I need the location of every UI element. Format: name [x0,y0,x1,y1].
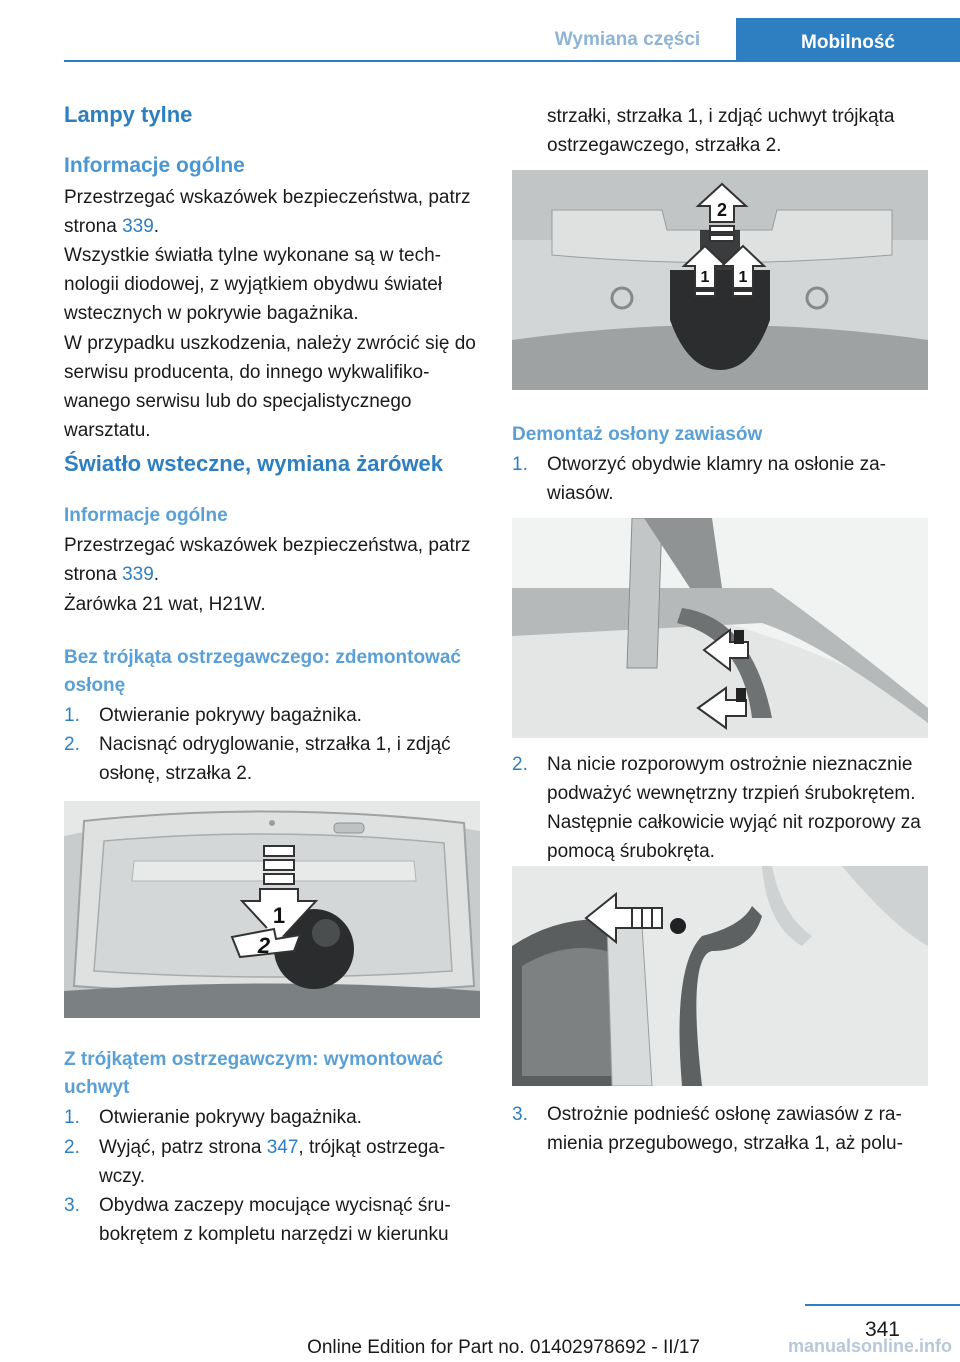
paragraph-safety-2 [64,531,484,589]
page-number: 341 [864,1318,900,1341]
figure-trunk-lid-cover [64,801,480,1018]
running-header-chapter: Mobilność [736,18,960,62]
list-number: 3. [64,1195,80,1216]
fig2-label-2: 2 [716,200,728,220]
list-item [64,1133,484,1191]
fig1-label-2: 2 [257,933,271,958]
list-text: Otwieranie pokrywy bagażnika. [99,1107,362,1128]
figure-expanding-rivet [512,866,928,1086]
heading-lampy-tylne: Lampy tylne [64,102,193,127]
list-text: Nacisnąć odryglowanie, strzałka 1, i zdjąć osłonę, strzałka 2. [99,734,451,784]
fig2-label-1a: 1 [700,269,710,286]
page-link-339[interactable]: 339 [122,216,154,237]
heading-bez-trojkata: Bez trójkąta ostrzegawczego: zdemontować osłonę [64,647,461,696]
list-text: Otwieranie pokrywy bagażnika. [99,705,362,726]
list-item [512,750,928,866]
heading-informacje-ogolne-2: Informacje ogólne [64,505,228,526]
paragraph-continuation: strzałki, strzałka 1, i zdjąć uchwyt trójkąta ostrzegawczego, strzałka 2. [547,106,895,156]
list-number: 2. [512,754,528,775]
heading-demontaz-oslony: Demontaż osłony zawiasów [512,424,763,445]
list-text: Ostrożnie podnieść osłonę zawiasów z ramienia przegubowego, strzałka 1, aż polu- [547,1104,903,1154]
list-text: Na nicie rozporowym ostrożnie nieznacznie podważyć wewnętrzny trzpień śrubokrętem. Następnie całkowicie wyjąć nit rozporowy za pomocą śrubokręta. [547,754,921,862]
page-link-347[interactable]: 347 [266,1137,299,1158]
heading-z-trojkatem: Z trójkątem ostrzegawczym: wymontować uchwyt [64,1049,444,1098]
list-item [64,701,484,730]
header-rule [64,60,960,62]
paragraph-text: Przestrzegać wskazówek bezpieczeństwa, patrz strona [64,187,471,237]
fig2-label-1b: 1 [738,269,748,286]
list-item [64,1191,484,1249]
paragraph-text: Przestrzegać wskazówek bezpieczeństwa, patrz strona [64,535,471,585]
watermark: manualsonline.info [787,1336,952,1356]
edition-note: Online Edition for Part no. 01402978692 - II/17 [307,1337,700,1358]
list-item [64,730,484,788]
list-number: 1. [64,1107,80,1128]
heading-swiatlo-wsteczne: Światło wsteczne, wymiana żarówek [64,451,444,476]
fig1-label-1: 1 [272,903,286,928]
paragraph-led-info: Wszystkie światła tylne wykonane są w technologii diodowej, z wyjątkiem obydwu świateł wstecznych w pokrywie bagażnika. [64,245,443,324]
list-item [512,1100,928,1158]
list-item [64,1103,484,1132]
list-number: 3. [512,1104,528,1125]
list-number: 1. [512,454,528,475]
running-header-section: Wymiana części [554,29,701,50]
list-number: 1. [64,705,80,726]
list-text [99,1133,484,1191]
list-text-part: , trójkąt ostrzegawczy. [99,1137,446,1187]
list-item [512,450,928,508]
paragraph-end: . [153,564,160,585]
figure-triangle-holder [512,170,928,390]
list-text: Obydwa zaczepy mocujące wycisnąć śrubokrętem z kompletu narzędzi w kierunku [99,1195,451,1245]
heading-informacje-ogolne: Informacje ogólne [64,154,245,177]
footer-rule [805,1304,960,1306]
list-text: Otworzyć obydwie klamry na osłonie zawiasów. [547,454,886,504]
paragraph-service-info: W przypadku uszkodzenia, należy zwrócić się do serwisu producenta, do innego wykwalifikowanego serwisu lub do specjalistycznego warsztatu. [64,333,476,441]
paragraph-bulb-spec: Żarówka 21 wat, H21W. [64,594,266,615]
figure-hinge-clamps [512,518,928,738]
page-link-339-b[interactable]: 339 [122,564,154,585]
list-text-part: Wyjąć, patrz strona [99,1137,267,1158]
list-number: 2. [64,1137,80,1158]
paragraph-end: . [153,216,160,237]
list-number: 2. [64,734,80,755]
paragraph-safety-1 [64,183,484,241]
